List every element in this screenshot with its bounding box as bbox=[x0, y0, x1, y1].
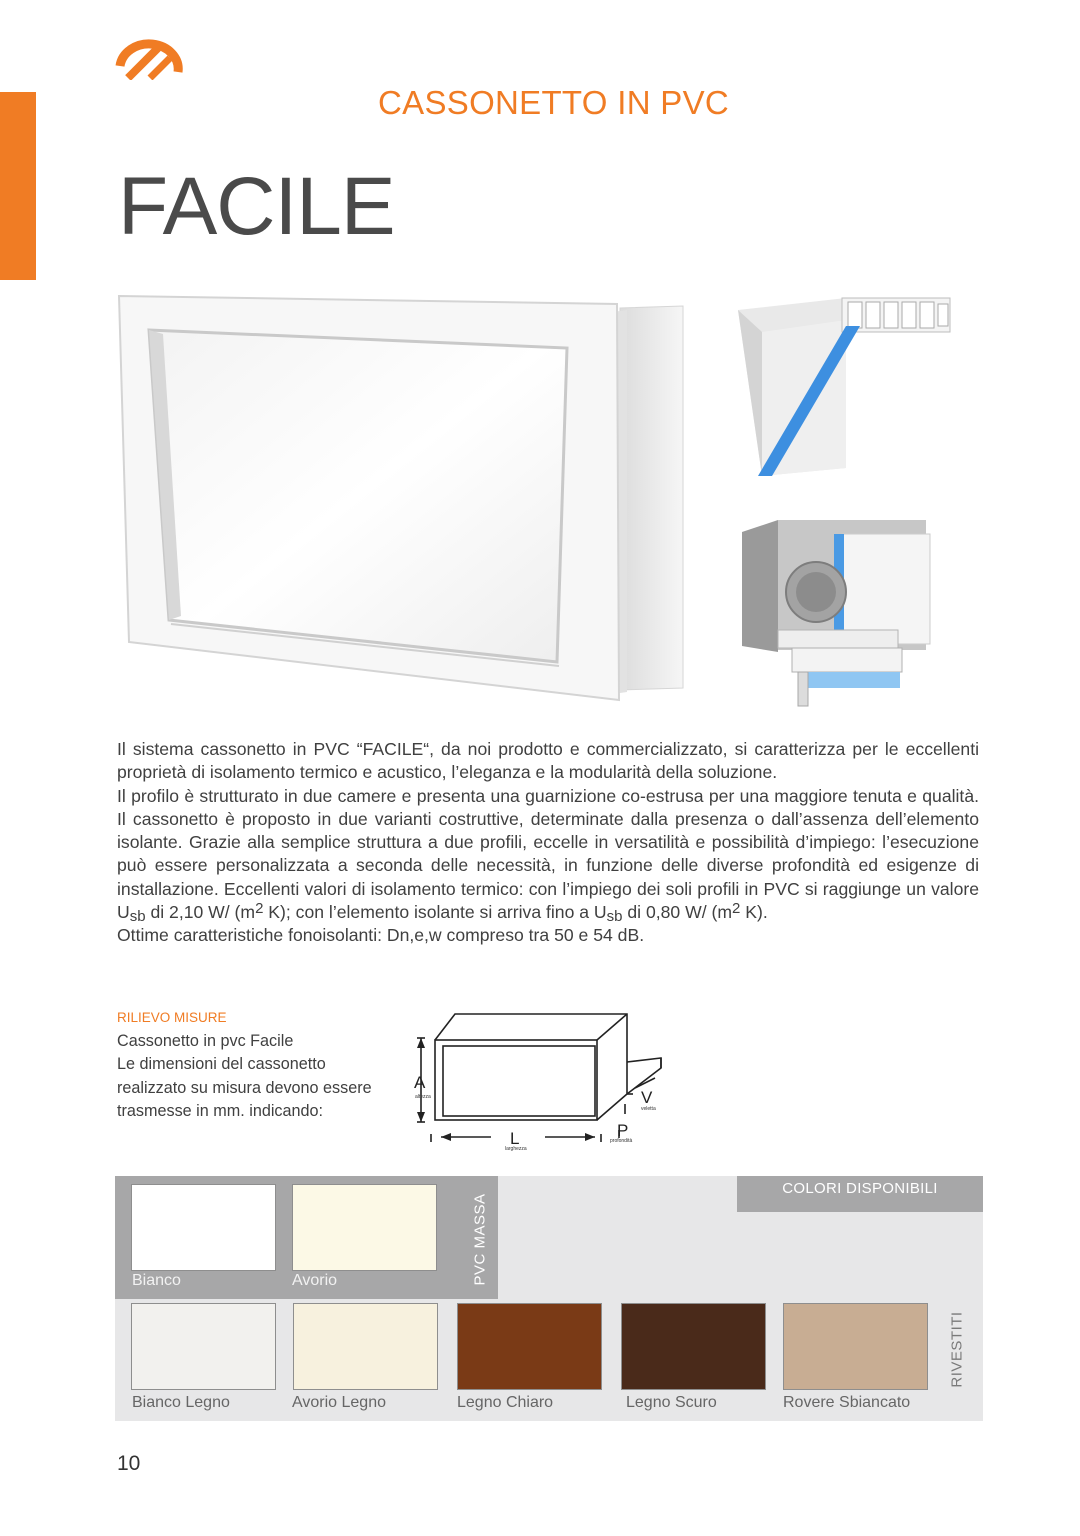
description-paragraph-1: Il sistema cassonetto in PVC “FACILE“, da noi prodotto e commercializzato, si caratterizza per le eccellenti proprietà di isolamento termico e acustico, l’eleganza e la modularità della soluzione. bbox=[117, 739, 979, 783]
measurements-line: realizzato su misura devono essere bbox=[117, 1078, 372, 1097]
diagram-label-p-word: profondità bbox=[610, 1138, 633, 1144]
rivestiti-label: RIVESTITI bbox=[948, 1311, 966, 1388]
measurements-line: Le dimensioni del cassonetto bbox=[117, 1055, 326, 1074]
measurements-line: Cassonetto in pvc Facile bbox=[117, 1032, 294, 1050]
swatch-label: Rovere Sbiancato bbox=[783, 1394, 911, 1411]
page-subtitle: CASSONETTO IN PVC bbox=[378, 84, 730, 121]
swatch-bianco bbox=[131, 1184, 276, 1271]
diagram-label-p: P bbox=[617, 1121, 629, 1140]
measurements-text bbox=[117, 1030, 407, 1123]
profile-section-photo-bottom bbox=[738, 512, 938, 708]
swatch-rovere-sbiancato bbox=[783, 1303, 928, 1390]
diagram-label-v: V bbox=[641, 1088, 653, 1107]
diagram-label-l-word: larghezza bbox=[505, 1146, 527, 1152]
diagram-label-a: A bbox=[414, 1073, 426, 1092]
swatch-label: Legno Chiaro bbox=[457, 1394, 554, 1411]
swatch-bianco-legno bbox=[131, 1303, 276, 1390]
diagram-label-a-word: altezza bbox=[415, 1094, 431, 1100]
swatch-legno-chiaro bbox=[457, 1303, 602, 1390]
swatch-label: Avorio Legno bbox=[292, 1394, 386, 1411]
profile-section-photo-top bbox=[734, 290, 986, 486]
description-paragraph-2: Il profilo è strutturato in due camere e presenta una guarnizione co-estrusa per una maggiore tenuta e qualità. Il cassonetto è proposto in due varianti costruttive, determinate dalla presenza o dall’assenza dell’elemento isolante. Grazie alla semplice struttura a due profili, eccelle in versatilità e possibilità d’impiego: l’esecuzione può essere personalizzata a seconda delle necessità, in funzione delle diverse profondità ed esigenze di installazione. Eccellenti valori di isolamento termico: con l’impiego dei soli profili in PVC si raggiunge un valore $U_{sb}$ di 2,10 W/ ($m^2$ K); con l’elemento isolante si arriva fino a $U_{sb}$ di 0,80 W/ ($m^2$ K). bbox=[117, 785, 979, 926]
brand-logo-icon bbox=[112, 32, 184, 80]
description-paragraph-3: Ottime caratteristiche fonoisolanti: Dn,e,w compreso tra 50 e 54 dB. bbox=[117, 925, 645, 946]
main-product-photo bbox=[115, 290, 695, 710]
pvc-massa-label: PVC MASSA bbox=[471, 1193, 489, 1286]
swatch-label: Bianco bbox=[132, 1272, 181, 1289]
page-title: FACILE bbox=[118, 161, 395, 252]
measurements-label: RILIEVO MISURE bbox=[117, 1010, 227, 1025]
accent-bar bbox=[0, 92, 36, 280]
measurement-diagram bbox=[405, 1008, 670, 1158]
measurements-line: trasmesse in mm. indicando: bbox=[117, 1101, 324, 1120]
page-number: 10 bbox=[117, 1452, 141, 1475]
swatch-legno-scuro bbox=[621, 1303, 766, 1390]
swatch-label: Legno Scuro bbox=[626, 1394, 717, 1411]
diagram-label-l: L bbox=[510, 1129, 520, 1148]
swatch-label: Bianco Legno bbox=[132, 1394, 230, 1411]
colors-header: COLORI DISPONIBILI bbox=[737, 1176, 983, 1212]
swatch-avorio-legno bbox=[293, 1303, 438, 1390]
swatch-label: Avorio bbox=[292, 1272, 338, 1289]
diagram-label-v-word: veletta bbox=[641, 1106, 656, 1112]
product-description bbox=[117, 738, 979, 948]
swatch-avorio bbox=[292, 1184, 437, 1271]
